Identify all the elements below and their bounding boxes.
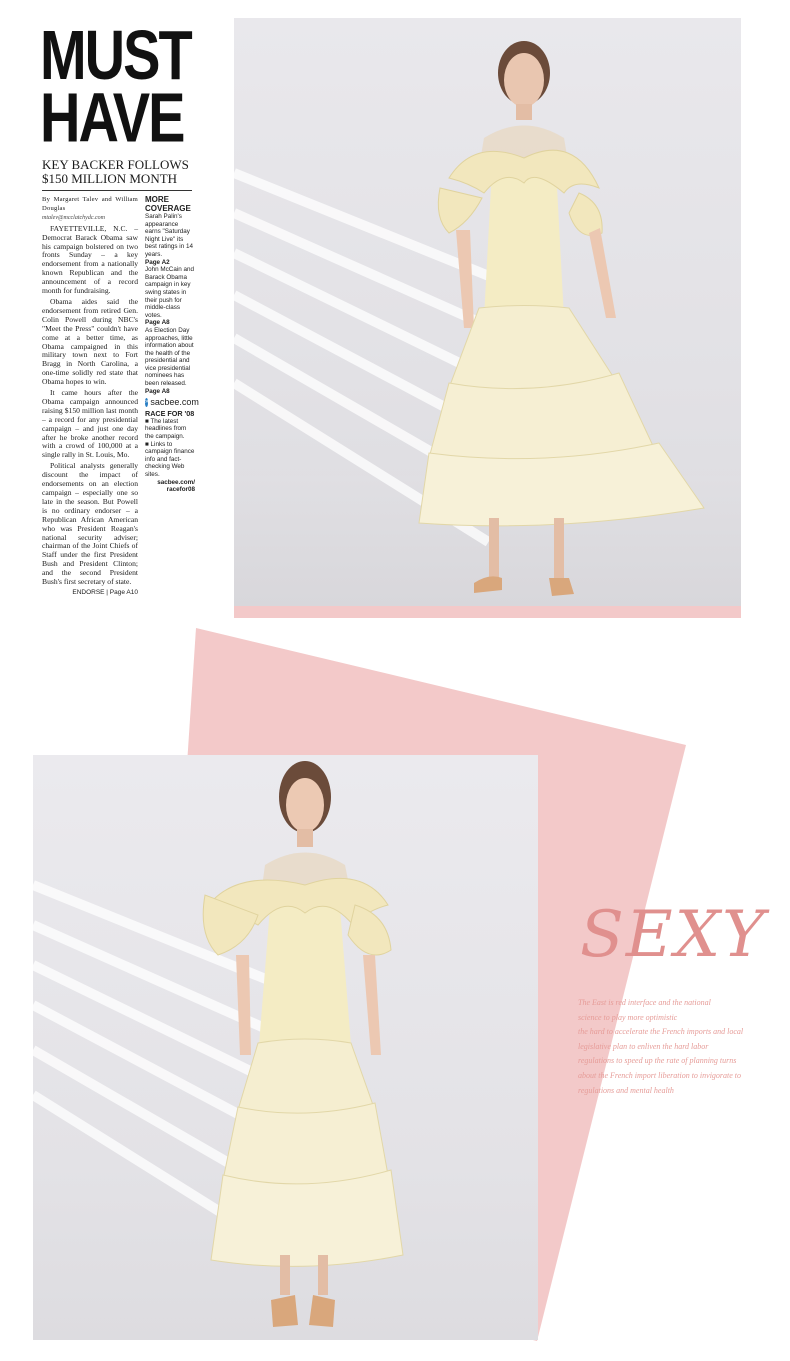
sacbee-label: sacbee.com	[150, 397, 199, 408]
coverage-item: John McCain and Barack Obama campaign in key swing states in their push for middle-class votes.	[145, 266, 195, 319]
coverage-page: Page A8	[145, 319, 170, 327]
promo-line: regulations to speed up the rate of planning turns	[578, 1056, 737, 1066]
masthead	[40, 15, 198, 157]
coverage-item: Sarah Palin's appearance earns "Saturday Night Live" its best ratings in 14 years.	[145, 213, 193, 258]
race-for-heading: RACE FOR '08	[145, 409, 195, 419]
race-item: ■ The latest headlines from the campaign.	[145, 417, 187, 441]
promo-description	[578, 996, 778, 1098]
masthead-line-1: MUST	[40, 15, 191, 94]
product-photo-1	[234, 18, 741, 618]
article-body	[42, 196, 138, 598]
pink-strip	[234, 606, 741, 618]
article-columns	[42, 195, 199, 606]
promo-line: The East is red interface and the national	[578, 998, 711, 1007]
promo-line: science to play more optimistic	[578, 1012, 678, 1022]
coverage-page: Page A8	[145, 387, 170, 395]
promo-title: SEXY	[580, 898, 767, 972]
sacbee-logo	[145, 397, 199, 408]
more-coverage-heading: MORE COVERAGE	[145, 195, 191, 213]
sidebar-url: sacbee.com/ racefor08	[157, 478, 195, 494]
model-figure-2	[33, 755, 538, 1340]
promo-line: the hard to accelerate the French imports and local	[578, 1027, 744, 1037]
sacbee-arrow-icon: »	[145, 399, 149, 406]
paragraph: Obama aides said the endorsement from retired Gen. Colin Powell during NBC's "Meet the Press" couldn't have come at a better time, as Obama campaigned in this military town next to Fort Bragg in North Carolina, a one-time solidly red state that Obama hopes to win.	[42, 296, 138, 387]
coverage-page: Page A2	[145, 258, 170, 266]
coverage-item: As Election Day approaches, little information about the health of the presidential and vice presidential nominees has been released.	[145, 326, 194, 388]
paragraph: Political analysts generally discount the impact of endorsements on an election campaign – especially one so late in the season. But Powell is no ordinary endorser – a Republican African American who was President Reagan's national security adviser; chairman of the Joint Chiefs of Staff under the first President Bush and President Clinton; and the second President Bush's first secretary of state.	[42, 461, 138, 587]
paragraph: FAYETTEVILLE, N.C. – Democrat Barack Obama saw his campaign bolstered on two fronts Sunday – a key endorsement from a nationally known Republican and the announcement of a record month for fundraising.	[42, 223, 138, 296]
model-figure-1	[234, 18, 741, 618]
paragraph: It came hours after the Obama campaign announced raising $150 million last month – a record for any presidential campaign – and just one day after he broke another record with a crowd of 100,000 at a single rally in St. Louis, Mo.	[42, 388, 138, 460]
promo-line: legislative plan to enliven the hard labor	[578, 1041, 709, 1051]
product-photo-2	[33, 755, 538, 1340]
byline: By Margaret Talev and William Douglas	[42, 196, 138, 212]
headline: KEY BACKER FOLLOWS $150 MILLION MONTH	[42, 158, 192, 191]
masthead-line-2: HAVE	[40, 77, 184, 157]
promo-line: about the French import liberation to invigorate to	[578, 1070, 742, 1080]
race-item: ■ Links to campaign finance info and fact-checking Web sites.	[145, 440, 195, 478]
promo-line: regulations and mental health	[578, 1085, 674, 1095]
newspaper-clipping	[36, 15, 199, 598]
sidebar-more-coverage	[145, 195, 199, 494]
continued-ref: ENDORSE | Page A10	[72, 588, 138, 596]
byline-email: mtalev@mcclatchydc.com	[42, 214, 105, 221]
